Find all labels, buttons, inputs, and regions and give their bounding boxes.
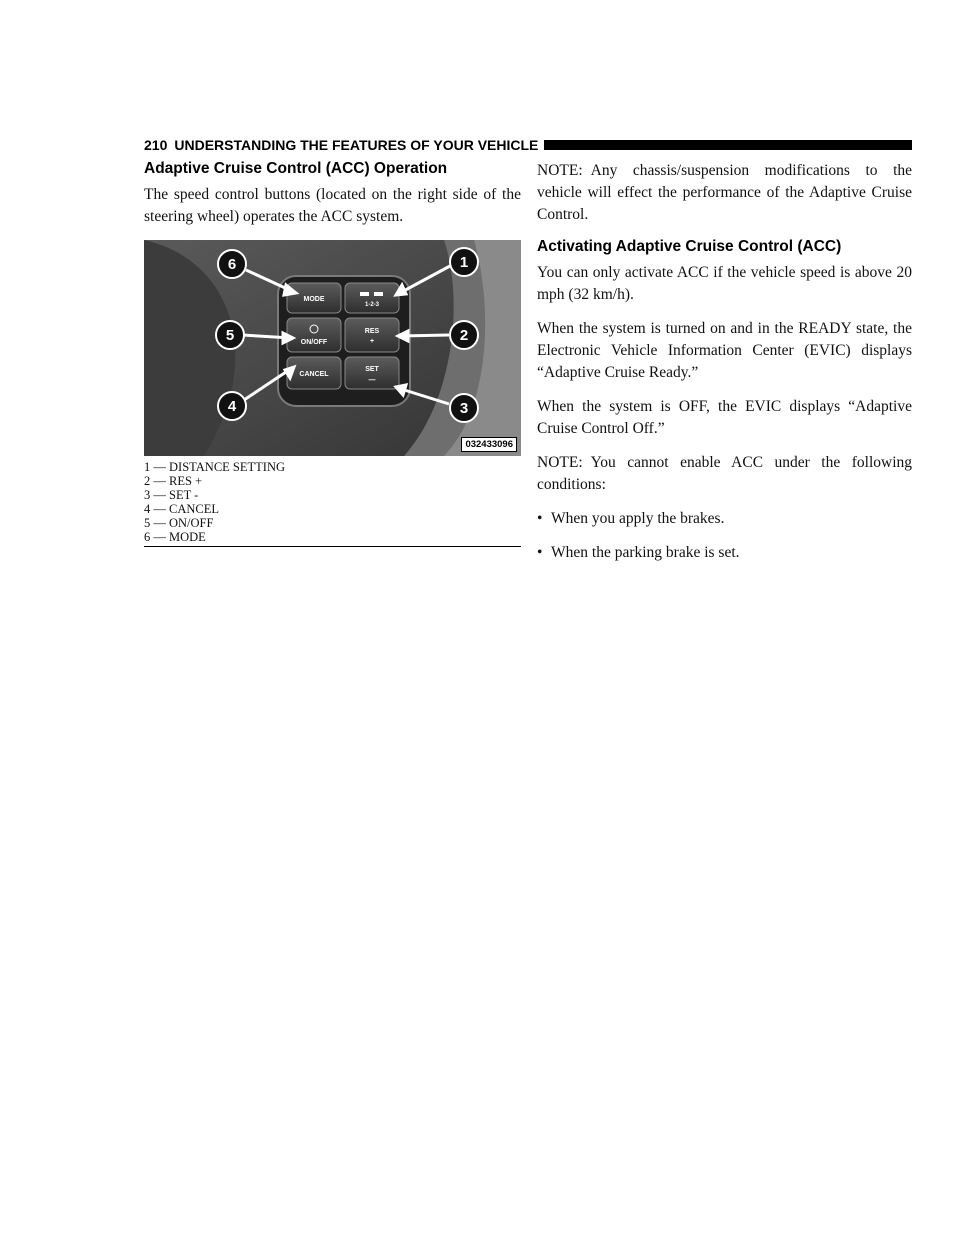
steering-wheel-controls-figure xyxy=(144,240,521,456)
bullet-text: When the parking brake is set. xyxy=(551,544,740,561)
paragraph-ready: When the system is turned on and in the READY state, the Electronic Vehicle Information Center (EVIC) displays “Adaptive Cruise Ready.” xyxy=(537,320,912,381)
intro-paragraph: The speed control buttons (located on the right side of the steering wheel) operates the ACC system. xyxy=(144,186,521,225)
cancel-button-label: CANCEL xyxy=(299,371,329,378)
figure-legend xyxy=(144,456,521,547)
legend-item: 5 — ON/OFF xyxy=(144,516,214,530)
left-column xyxy=(144,160,521,547)
legend-item: 1 — DISTANCE SETTING xyxy=(144,460,286,474)
header-rule xyxy=(544,140,912,150)
cancel-button xyxy=(287,357,341,389)
distance-button xyxy=(345,283,399,313)
page-number: 210 xyxy=(144,137,168,153)
legend-item: 4 — CANCEL xyxy=(144,502,219,516)
res-button-label: RES xyxy=(364,328,380,335)
callout-3 xyxy=(450,394,478,422)
callout-2 xyxy=(450,321,478,349)
res-button xyxy=(345,318,399,352)
set-minus-sign: — xyxy=(368,377,376,384)
note-label: NOTE: xyxy=(537,454,583,471)
note-text: Any chassis/suspension modifications to the vehicle will effect the performance of the Adaptive Cruise Control. xyxy=(537,162,912,223)
set-button xyxy=(345,357,399,389)
onoff-button-label: ON/OFF xyxy=(300,339,328,346)
legend-item: 2 — RES + xyxy=(144,474,203,488)
distance-button-label: 1-2-3 xyxy=(364,302,380,308)
res-plus-sign: + xyxy=(369,338,375,345)
bullet-symbol: • xyxy=(537,510,543,527)
bullet-symbol: • xyxy=(537,544,543,561)
note-text: You cannot enable ACC under the following conditions: xyxy=(537,454,912,493)
right-column xyxy=(537,160,912,576)
svg-text:2: 2 xyxy=(459,327,469,344)
svg-text:6: 6 xyxy=(227,256,237,273)
note-modifications xyxy=(537,160,912,226)
section-heading-acc-operation: Adaptive Cruise Control (ACC) Operation xyxy=(144,160,448,177)
callout-5 xyxy=(216,321,244,349)
note-label: NOTE: xyxy=(537,162,583,179)
callout-1 xyxy=(450,248,478,276)
mode-button-label: MODE xyxy=(303,296,325,303)
callout-4 xyxy=(218,392,246,420)
steering-wheel-illustration xyxy=(144,240,521,456)
bullet-text: When you apply the brakes. xyxy=(551,510,725,527)
legend-item: 3 — SET - xyxy=(144,488,199,502)
section-heading-activating-acc: Activating Adaptive Cruise Control (ACC) xyxy=(537,238,842,255)
bullet-item xyxy=(537,542,912,564)
paragraph-off: When the system is OFF, the EVIC displays “Adaptive Cruise Control Off.” xyxy=(537,398,912,437)
svg-text:4: 4 xyxy=(227,398,237,415)
svg-text:5: 5 xyxy=(225,327,235,344)
legend-item: 6 — MODE xyxy=(144,530,206,544)
mode-button xyxy=(287,283,341,313)
onoff-button xyxy=(287,318,341,352)
callout-6 xyxy=(218,250,246,278)
note-conditions xyxy=(537,452,912,496)
running-title: UNDERSTANDING THE FEATURES OF YOUR VEHICLE xyxy=(174,137,539,153)
figure-code: 032433096 xyxy=(461,437,517,452)
paragraph-speed: You can only activate ACC if the vehicle speed is above 20 mph (32 km/h). xyxy=(537,264,912,303)
bullet-item xyxy=(537,508,912,530)
running-header xyxy=(144,136,912,154)
svg-text:1: 1 xyxy=(459,254,469,271)
set-button-label: SET xyxy=(365,366,379,373)
svg-text:3: 3 xyxy=(459,400,469,417)
